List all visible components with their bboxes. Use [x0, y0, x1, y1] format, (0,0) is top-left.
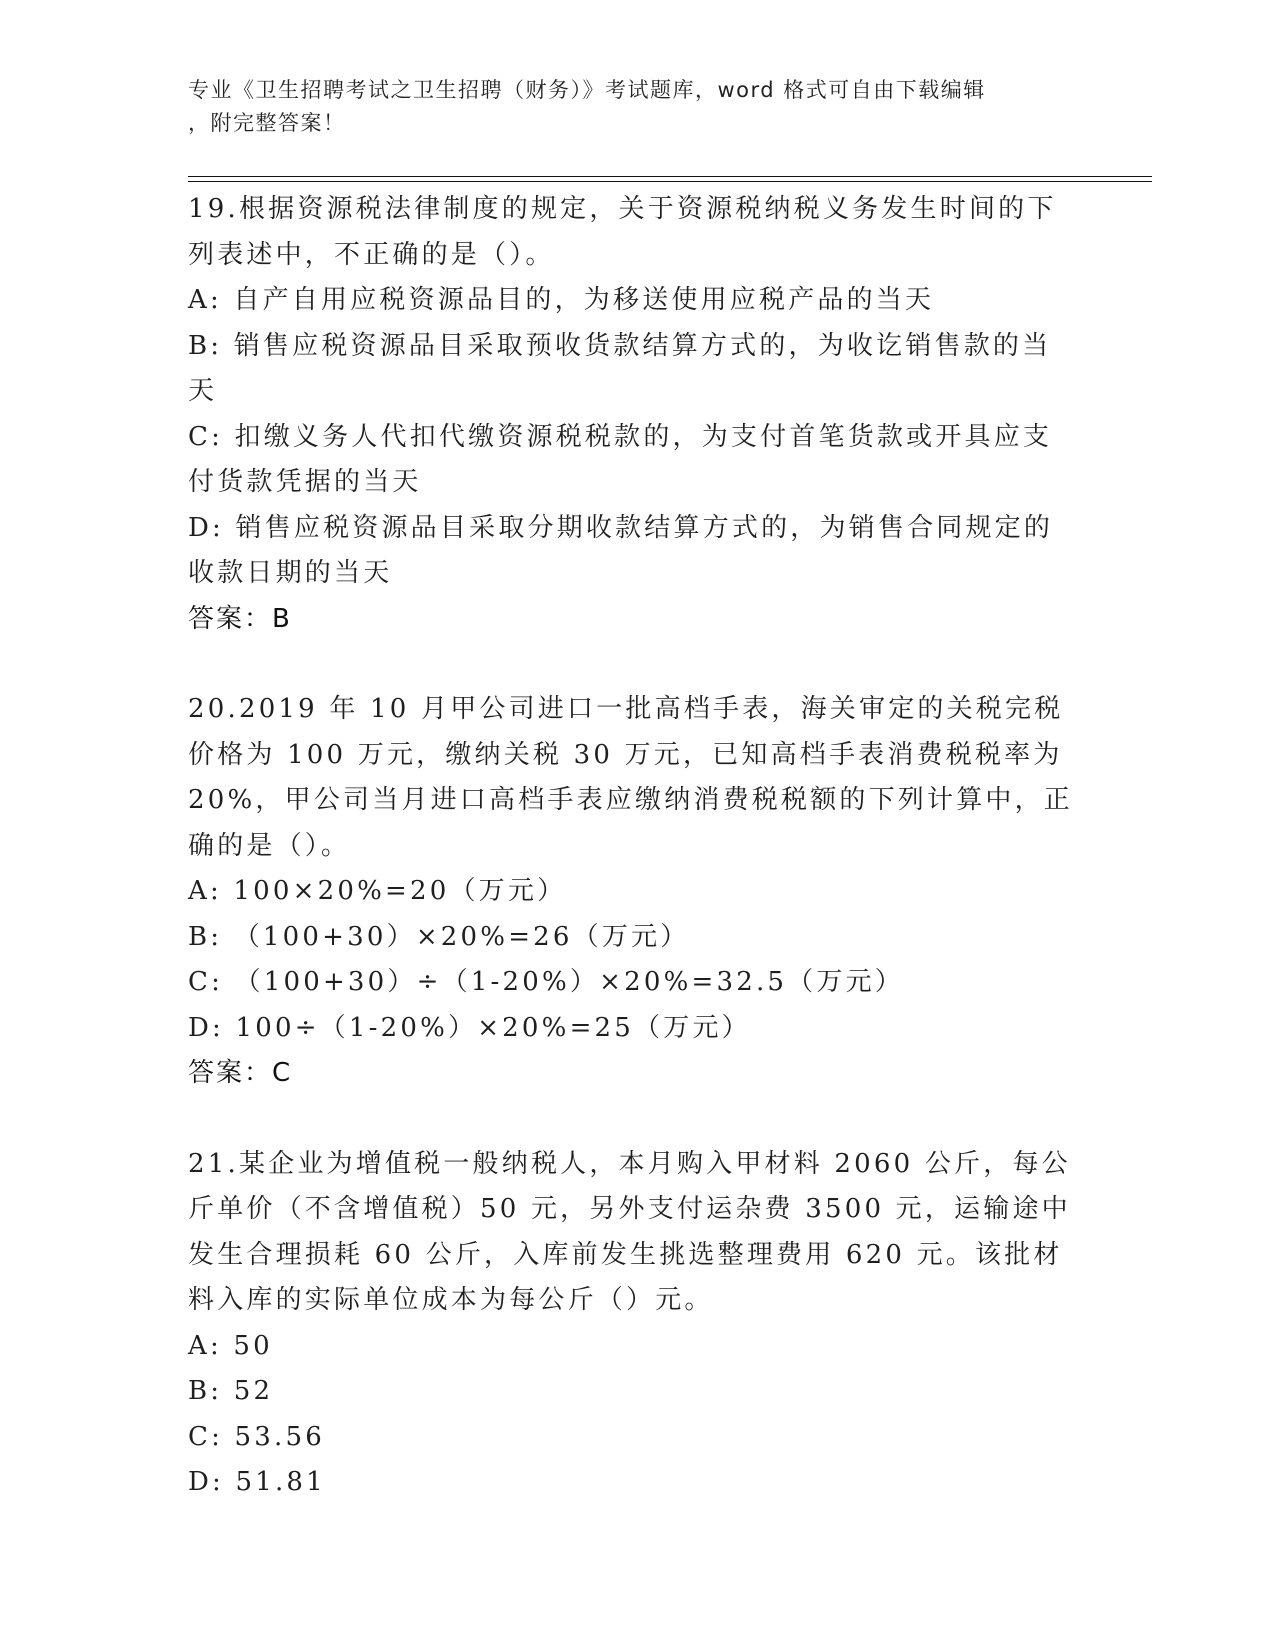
option-b: B: 销售应税资源品目采取预收货款结算方式的，为收讫销售款的当天 [188, 330, 1052, 406]
answer-label: 答案：C [188, 1058, 293, 1088]
option-a: A: 100×20%=20（万元） [188, 876, 567, 906]
option-d: D: 100÷（1-20%）×20%=25（万元） [188, 1012, 751, 1043]
option-c: C: 扣缴义务人代扣代缴资源税税款的，为支付首笔货款或开具应支付货款凭据的当天 [188, 421, 1053, 497]
option-d: D: 销售应税资源品目采取分期收款结算方式的，为销售合同规定的收款日期的当天 [188, 512, 1054, 588]
header-line-1: 专业《卫生招聘考试之卫生招聘（财务）》考试题库，word 格式可自由下载编辑 [188, 78, 986, 102]
question-19 [188, 187, 1078, 642]
option-d: D: 51.81 [188, 1467, 326, 1497]
header-divider-thin [188, 176, 1152, 177]
header-divider-thick [188, 181, 1152, 182]
question-21 [188, 1142, 1078, 1506]
option-b: B: 52 [188, 1376, 274, 1406]
question-list [188, 187, 1078, 1506]
question-20 [188, 687, 1078, 1097]
question-stem: 20.2019 年 10 月甲公司进口一批高档手表，海关审定的关税完税价格为 100 万元，缴纳关税 30 万元，已知高档手表消费税税率为 20%，甲公司当月进口高档手表应缴纳消费税税额的下列计算中，正确的是（）。 [188, 694, 1073, 861]
option-c: C: （100+30）÷（1-20%）×20%=32.5（万元） [188, 967, 904, 997]
answer-label: 答案：B [188, 603, 292, 634]
option-c: C: 53.56 [188, 1421, 325, 1452]
document-header [188, 74, 1068, 140]
header-line-2: ，附完整答案！ [188, 111, 346, 135]
option-b: B: （100+30）×20%=26（万元） [188, 921, 690, 952]
option-a: A: 自产自用应税资源品目的，为移送使用应税产品的当天 [188, 285, 935, 315]
question-stem: 21.某企业为增值税一般纳税人，本月购入甲材料 2060 公斤，每公斤单价（不含增值税）50 元，另外支付运杂费 3500 元，运输途中发生合理损耗 60 公斤，入库前发生挑选整理费用 620 元。该批材料入库的实际单位成本为每公斤（）元。 [188, 1148, 1071, 1315]
option-a: A: 50 [188, 1330, 273, 1361]
question-stem: 19.根据资源税法律制度的规定，关于资源税纳税义务发生时间的下列表述中，不正确的是（）。 [188, 194, 1057, 270]
